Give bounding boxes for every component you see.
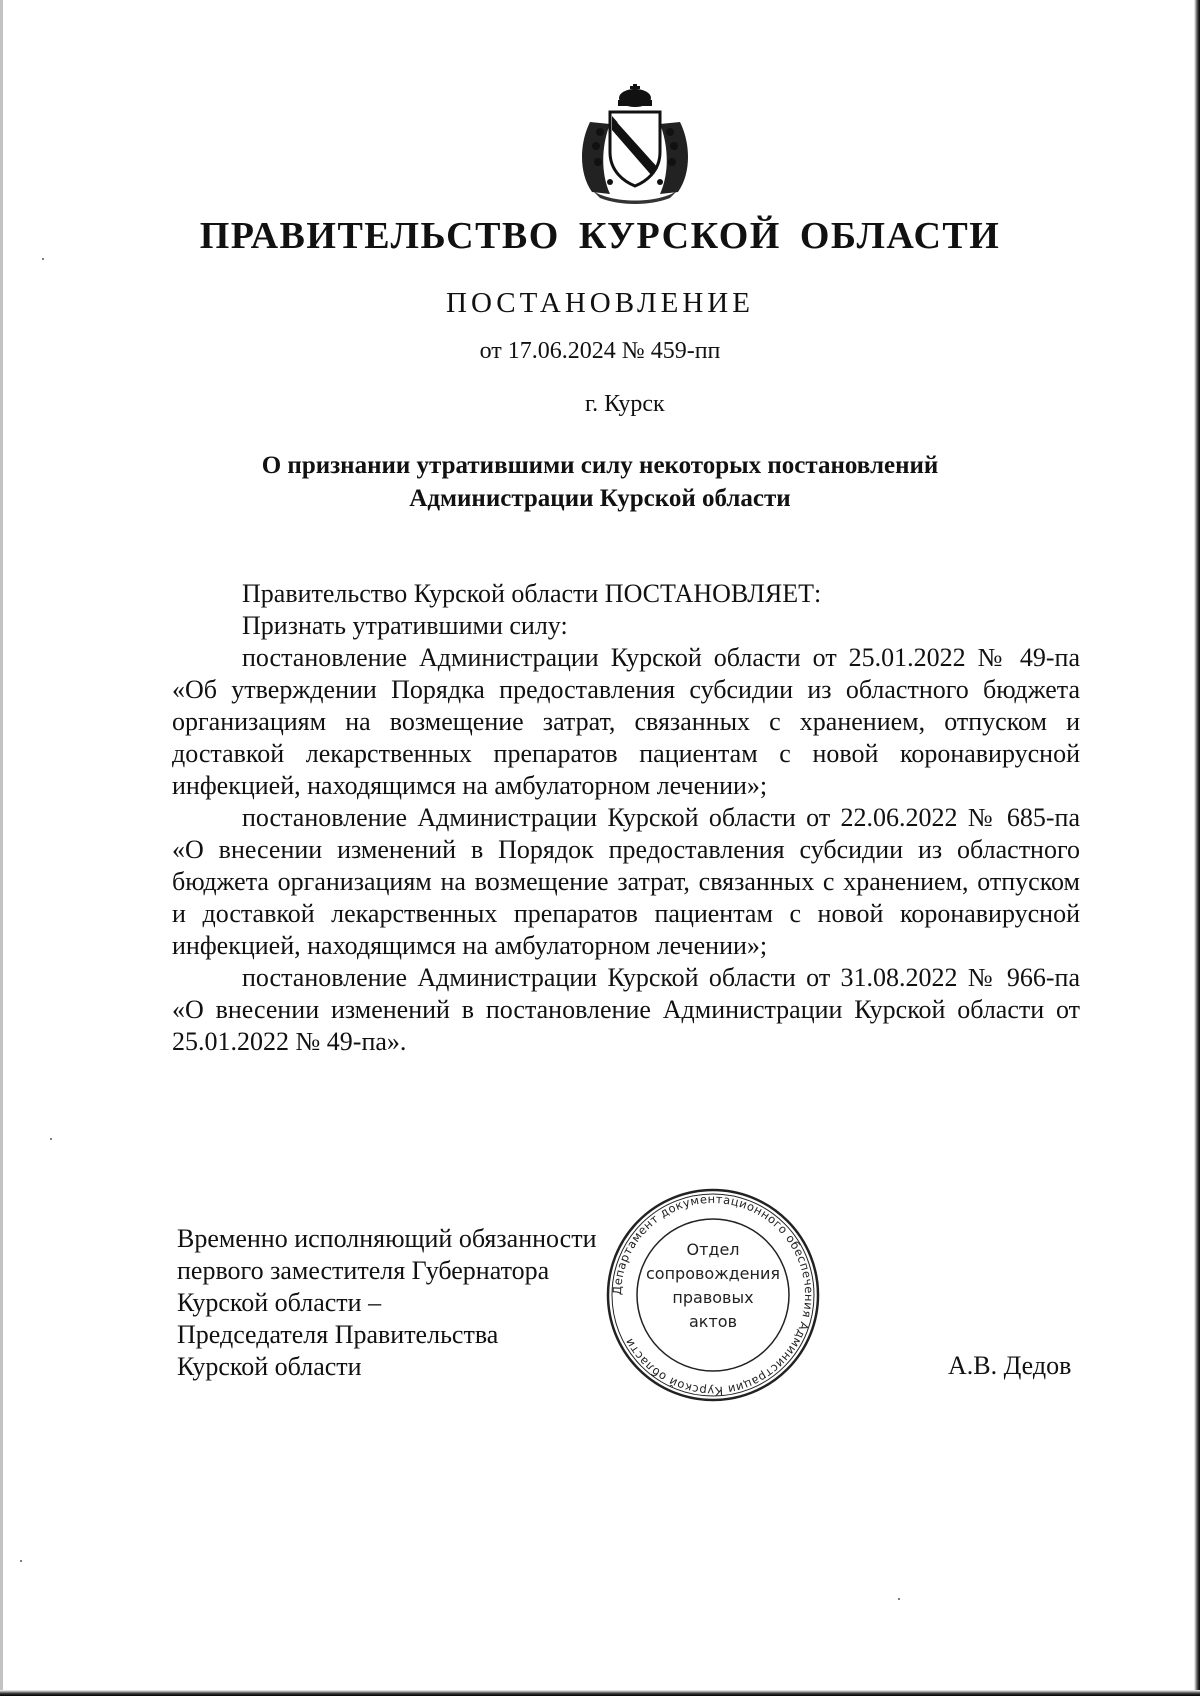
signer-line-3: Курской области – xyxy=(177,1288,382,1317)
scan-speck xyxy=(20,1560,22,1562)
body-item-3: постановление Администрации Курской области от 31.08.2022 № 966-па «О внесении изменений в постановление Администрации Курской области от 25.01.2022 № 49-па». xyxy=(172,963,1080,1056)
body-item-1: постановление Администрации Курской области от 25.01.2022 № 49-па «Об утверждении Порядка предоставления субсидии из областного бюджета организациям на возмещение затрат, связанных с хранением, отпуском и доставкой лекарственных препаратов пациентам с новой коронавирусной инфекцией, находящимся на амбулаторном лечении»; xyxy=(172,643,1080,800)
subject-line-1: О признании утратившими силу некоторых постановлений xyxy=(261,452,939,479)
scan-edge-bottom xyxy=(0,1690,1200,1696)
body-item-2: постановление Администрации Курской области от 22.06.2022 № 685-па «О внесении изменений в Порядок предоставления субсидии из областного бюджета организациям на возмещение затрат, связанных с хранением, отпуском и доставкой лекарственных препаратов пациентам с новой коронавирусной инфекцией, находящимся на амбулаторном лечении»; xyxy=(172,803,1080,960)
scan-speck xyxy=(898,1598,900,1600)
document-type: ПОСТАНОВЛЕНИЕ xyxy=(446,287,754,319)
signer-line-4: Председателя Правительства xyxy=(177,1320,499,1349)
scan-speck xyxy=(42,258,44,260)
stamp-outer-text: Департамент документационного обеспечения Администрации Курской области xyxy=(609,1191,817,1399)
signer-line-5: Курской области xyxy=(177,1352,362,1381)
government-title: ПРАВИТЕЛЬСТВО КУРСКОЙ ОБЛАСТИ xyxy=(199,215,1001,257)
stamp-inner-line-2: сопровождения xyxy=(645,1264,780,1283)
body-declare: Признать утратившими силу: xyxy=(242,611,568,640)
signer-line-2: первого заместителя Губернатора xyxy=(177,1256,550,1285)
document-date-number: от 17.06.2024 № 459-пп xyxy=(479,338,721,364)
signer-position xyxy=(177,1223,597,1383)
stamp-inner-line-1: Отдел xyxy=(686,1240,740,1259)
document-subject xyxy=(0,449,1200,515)
signer-name: А.В. Дедов xyxy=(948,1351,1072,1380)
stamp-inner-line-3: правовых xyxy=(672,1288,754,1307)
scan-speck xyxy=(50,1138,52,1140)
stamp-inner-text xyxy=(640,1238,786,1334)
coat-of-arms-icon xyxy=(570,82,700,206)
signer-line-1: Временно исполняющий обязанности xyxy=(177,1224,597,1253)
stamp-inner-line-4: актов xyxy=(688,1312,737,1331)
body-preamble: Правительство Курской области ПОСТАНОВЛЯЕТ: xyxy=(242,579,822,608)
document-city: г. Курск xyxy=(585,391,665,417)
document-body xyxy=(172,578,1080,1058)
subject-line-2: Администрации Курской области xyxy=(409,485,791,512)
